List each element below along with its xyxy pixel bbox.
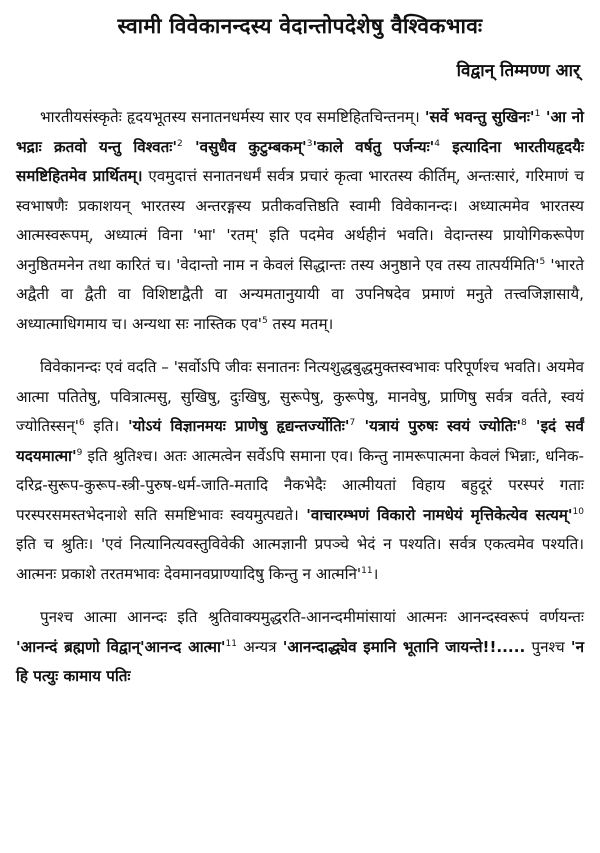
quotation-bold: 'वसुधैव कुटुम्बकम्' <box>182 137 307 156</box>
quotation-bold: 'आनन्दं ब्रह्मणो विद्वान्'आनन्द आत्मा' <box>16 637 226 656</box>
quotation-bold: 'यत्रायं पुरुषः स्वयं ज्योतिः' <box>355 417 522 435</box>
quotation-bold: 'न हि पत्युः कामाय पतिः <box>16 637 585 685</box>
quotation-bold: 'काले वर्षतु पर्जन्यः' <box>312 137 435 156</box>
article-title: स्वामी विवेकानन्दस्य वेदान्तोपदेशेषु वैश्विकभावः <box>117 14 483 38</box>
author-name: विद्वान् तिम्मण्ण आर् <box>456 61 580 81</box>
paragraph-1 <box>16 103 584 339</box>
footnote-ref: 2 <box>177 138 183 149</box>
footnote-ref: 10 <box>572 506 584 517</box>
footnote-ref: 9 <box>76 447 83 458</box>
quotation-bold: 'वाचारम्भणं विकारो नामधेयं मृत्तिकेत्येव सत्यम्' <box>306 505 573 524</box>
footnote-ref: 3 <box>306 138 313 149</box>
text-run: इति श्रुतिश्च। अतः आत्मत्वेन सर्वेऽपि समाना एव। किन्तु नामरूपात्मना केवलं भिन्नाः, धनिक-दरिद्र-सुरूप-कुरूप-स्त्री-पुरुष-धर्म-जाति-मतादि नैकभेदैः आत्मीयतां विहाय बहुदूरं परस्परं गताः परस्परसमस्तभेदनाशे सति समष्टिभावः स्वयमुत्पद्यते। <box>16 446 584 524</box>
footnote-ref: 6 <box>78 417 85 428</box>
quotation-bold: 'इदं सर्वं यदयमात्मा' <box>16 417 584 465</box>
text-run: । <box>372 564 379 583</box>
quotation-bold: 'सर्वे भवन्तु सुखिनः' <box>424 108 535 126</box>
quotation-bold: 'आ नो भद्राः क्रतवो यन्तु विश्वतः' <box>16 108 584 156</box>
text-run: 'भारते अद्वैती वा द्वैती वा विशिष्टाद्वैती वा अन्यमतानुयायी वा उपनिषदेव प्रमाणं मनुते तत्त्वजिज्ञासायै, अध्यात्माधिगमाय च। अन्यथा सः नास्तिक एव' <box>16 255 584 333</box>
text-run: विवेकानन्दः एवं वदति – 'सर्वोऽपि जीवः सनातनः नित्यशुद्धबुद्धमुक्तस्वभावः परिपूर्णश्च भवति। अयमेव आत्मा पतितेषु, पवित्रात्मसु, सुखिषु, दुःखिषु, सुरूपेषु, कुरूपेषु, मानवेषु, प्राणिषु सर्वत्र वर्तते, स्वयं ज्योतिस्सन्' <box>16 358 584 435</box>
footnote-ref: 11 <box>361 565 373 576</box>
footnote-ref: 4 <box>434 138 441 149</box>
text-run: इति। <box>84 417 128 435</box>
footnote-ref: 11 <box>225 638 237 649</box>
text-run: अन्यत्र <box>236 637 283 656</box>
text-run: पुनश्च आत्मा आनन्दः इति श्रुतिवाक्यमुद्धरति-आनन्दमीमांसायां आत्मनः आनन्दस्वरूपं वर्णयन्तः <box>40 608 584 626</box>
footnote-ref: 5 <box>539 256 546 267</box>
text-run: इति च श्रुतिः। 'एवं नित्यानित्यवस्तुविवेकी आत्मज्ञानी प्रपञ्चे भेदं न पश्यति। सर्वत्र एकत्वमेव पश्यति। आत्मनः प्रकाशे तरतमभावः देवमानवप्राण्यादिषु किन्तु न आत्मनि' <box>16 535 584 583</box>
text-run: एवमुदात्तं सनातनधर्मं सर्वत्र प्रचारं कृत्वा भारतस्य कीर्तिम्, अन्तःसारं, गरिमाणं च स्वभाषणैः प्रकाशयन् भारतस्य अन्तरङ्गस्य प्रतीकवत्तिष्ठति स्वामी विवेकानन्दः। अध्यात्ममेव भारतस्य आत्मस्वरूपम्, अध्यात्मं विना 'भा' 'रतम्' इति पदमेव अर्थहीनं भवति। वेदान्तस्य प्रायोगिकरूपेण अनुष्ठितमनेन तथा कारितं च। 'वेदान्तो नाम न केवलं सिद्धान्तः तस्य अनुष्ठाने एव तस्य तात्पर्यमिति' <box>16 167 584 274</box>
paragraph-3 <box>16 603 584 692</box>
footnote-ref: 8 <box>521 417 527 428</box>
footnote-ref: 5 <box>261 315 268 326</box>
text-run: तस्य मतम्। <box>267 314 334 333</box>
text-run: भारतीयसंस्कृतेः हृदयभूतस्य सनातनधर्मस्य सार एव समष्टिहितचिन्तनम्। <box>40 108 425 126</box>
quotation-bold: 'आनन्दाद्ध्येव इमानि भूतानि जायन्ते!!..... <box>282 637 526 656</box>
footnote-ref: 1 <box>534 108 541 119</box>
footnote-ref: 7 <box>349 417 356 428</box>
quotation-bold: इत्यादिना भारतीयहृदयैः समष्टिहितमेव प्रार्थितम्। <box>16 137 584 185</box>
text-run: पुनश्च <box>525 637 571 656</box>
paragraph-2 <box>16 353 584 589</box>
quotation-bold: 'योऽयं विज्ञानमयः प्राणेषु हृद्यन्तर्ज्योतिः' <box>127 417 350 435</box>
